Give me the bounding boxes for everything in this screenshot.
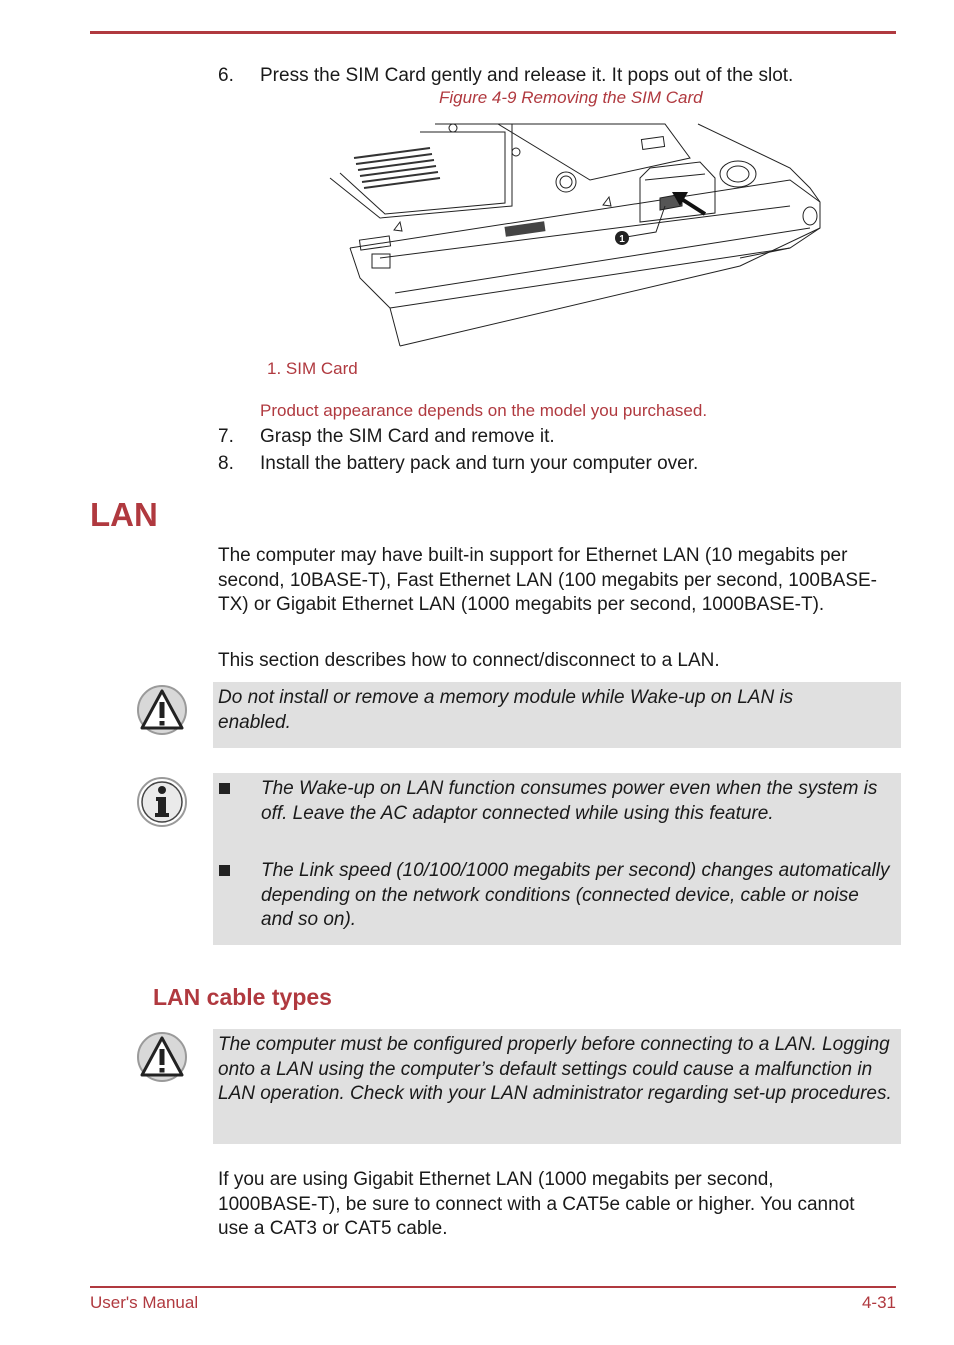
- step-number: 7.: [218, 426, 234, 447]
- section-title: LAN: [90, 496, 158, 533]
- info-item: The Wake-up on LAN function consumes power even when the system is off. Leave the AC adaptor connected while using this feature.: [261, 778, 878, 824]
- bullet-icon: [219, 783, 230, 794]
- figure-caption: Figure 4-9 Removing the SIM Card: [439, 88, 703, 107]
- warning-icon: [136, 1031, 188, 1083]
- step-text: Press the SIM Card gently and release it. It pops out of the slot.: [260, 65, 794, 86]
- section-paragraph: This section describes how to connect/disconnect to a LAN.: [218, 650, 720, 671]
- footer-left: User's Manual: [90, 1293, 199, 1312]
- figure-note: Product appearance depends on the model you purchased.: [260, 401, 708, 420]
- section-paragraph: The computer may have built-in support for Ethernet LAN (10 megabits per second, 10BASE-T), Fast Ethernet LAN (100 megabits per second, 100BASE-TX) or Gigabit Ethernet LAN (1000 megabits per second, 1000BASE-T).: [218, 545, 878, 615]
- footer-page-number: 4-31: [861, 1293, 896, 1312]
- figure-callout-number: 1: [619, 234, 625, 245]
- footer-rule: [90, 1286, 896, 1288]
- header-rule: [90, 31, 896, 34]
- subsection-title: LAN cable types: [153, 984, 332, 1010]
- step-text: Install the battery pack and turn your computer over.: [260, 453, 699, 474]
- subsection-paragraph: If you are using Gigabit Ethernet LAN (1000 megabits per second, 1000BASE-T), be sure to connect with a CAT5e cable or higher. You cannot use a CAT3 or CAT5 cable.: [218, 1169, 855, 1239]
- figure-legend: 1. SIM Card: [267, 359, 358, 378]
- warning-icon: [136, 684, 188, 736]
- step-number: 8.: [218, 453, 234, 474]
- step-number: 6.: [218, 65, 234, 86]
- info-item: The Link speed (10/100/1000 megabits per second) changes automatically depending on the network conditions (connected device, cable or noise and so on).: [261, 860, 890, 930]
- step-text: Grasp the SIM Card and remove it.: [260, 426, 555, 447]
- info-icon: [136, 776, 188, 828]
- bullet-icon: [219, 865, 230, 876]
- warning-text: The computer must be configured properly before connecting to a LAN. Logging onto a LAN using the computer’s default settings could cause a malfunction in LAN operation. Check with your LAN administrator regarding set-up procedures.: [218, 1034, 892, 1104]
- warning-text: Do not install or remove a memory module while Wake-up on LAN is enabled.: [218, 687, 794, 733]
- sim-card-removal-illustration: [320, 118, 840, 353]
